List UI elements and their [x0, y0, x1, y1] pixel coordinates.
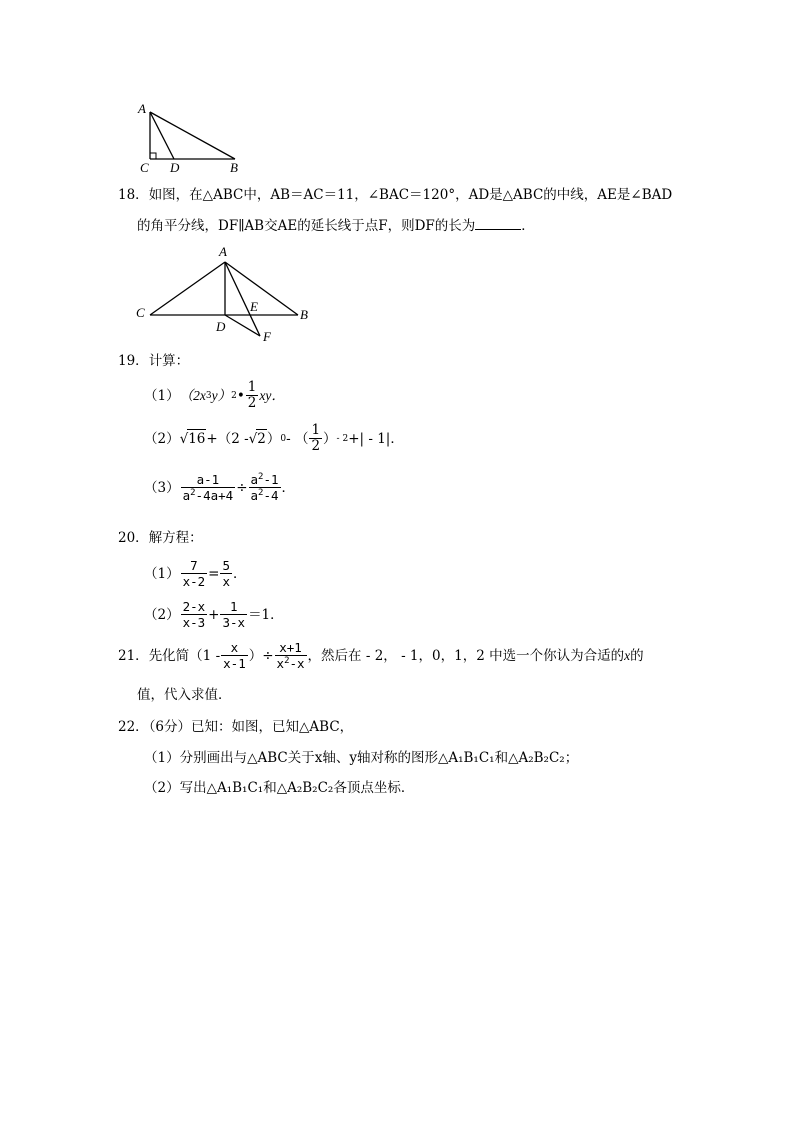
part-label: （2）: [144, 430, 180, 447]
question-number: 19．: [118, 353, 149, 369]
divide-sign: ÷: [236, 479, 248, 496]
segment-AB: [225, 262, 298, 315]
question-text: 值，代入求值．: [137, 687, 232, 703]
question-20-part2: [144, 599, 284, 630]
figure-18-triangle: [130, 240, 320, 345]
question-text: 的角平分线，DF∥AB交AE的延长线于点F，则DF的长为: [137, 218, 476, 234]
question-21-line2: [137, 686, 232, 704]
close-paren: ）: [266, 430, 281, 447]
fraction: $\frac{2-x}{x-3}$: [182, 599, 206, 630]
question-number: 22．: [118, 719, 149, 735]
variable: x: [624, 647, 631, 663]
part-label: （3）: [144, 479, 180, 496]
question-number: 21．: [118, 647, 149, 664]
expr: y）: [211, 387, 232, 403]
label-C: C: [136, 305, 145, 320]
question-22-part1: [144, 749, 578, 767]
answer-blank[interactable]: [475, 217, 521, 230]
question-18-line1: [118, 186, 672, 204]
part-label: （1）: [144, 387, 180, 404]
question-text: （1）分别画出与△ABC关于x轴、y轴对称的图形△A₁B₁C₁和△A₂B₂C₂；: [144, 750, 579, 766]
question-22-line1: [118, 718, 353, 736]
expr: - （: [286, 430, 309, 447]
dot: •: [236, 387, 245, 404]
part-label: （1）: [144, 565, 180, 582]
label-A: A: [219, 244, 227, 259]
fraction: $\frac{7}{x-2}$: [182, 558, 206, 589]
fraction: $\frac{a-1}{a^2-4a+4}$: [182, 472, 234, 503]
fraction: $\frac{x}{x-1}$: [223, 640, 246, 671]
question-text: 解方程：: [148, 530, 203, 546]
fraction: $\frac{a^2-1}{a^2-4}$: [250, 471, 279, 503]
question-number: 18．: [118, 187, 149, 203]
segment-AB: [150, 112, 235, 159]
question-19-part1: （1） （2x 3 y） 2 • $\frac{1}{2}$ xy．: [144, 379, 285, 411]
radicand: 16: [188, 431, 206, 447]
expr: ＝1．: [248, 606, 284, 623]
question-19-title: [118, 352, 189, 370]
label-F: F: [263, 329, 271, 344]
question-20-title: [118, 529, 203, 547]
fraction: $\frac{1}{2}$: [247, 379, 257, 411]
label-D: D: [216, 319, 226, 334]
fraction: $\frac{5}{x}$: [222, 558, 231, 589]
question-text: ，然后在 - 2， - 1，0，1，2 中选一个你认为合适的: [307, 647, 625, 664]
question-text: 计算：: [148, 353, 190, 369]
expr: ）: [323, 430, 337, 447]
question-text: （6分）已知：如图，已知△ABC，: [148, 719, 354, 735]
question-19-part2: （2） √ 16 +（2 - √ 2 ） 0 - （ $\frac{1}{2}$ ） - 2 +| - 1|．: [144, 422, 404, 454]
question-text: 先化简（1 -: [148, 647, 221, 664]
period: ．: [281, 479, 296, 496]
right-angle-mark: [150, 153, 156, 159]
part-label: （2）: [144, 606, 180, 623]
question-22-part2: [144, 779, 414, 797]
fraction: $\frac{1}{3-x}$: [222, 599, 246, 630]
fraction: $\frac{x+1}{x^2-x}$: [276, 640, 305, 671]
plus: +: [208, 606, 220, 623]
question-number: 20．: [118, 530, 149, 546]
question-text: （2）写出△A₁B₁C₁和△A₂B₂C₂各顶点坐标．: [144, 780, 415, 796]
period: ．: [233, 565, 247, 582]
figure-17-triangle: [130, 100, 250, 180]
label-E: E: [250, 299, 258, 314]
expr: +| - 1|．: [348, 430, 404, 447]
fraction: $\frac{1}{2}$: [311, 422, 321, 454]
expr: ）÷: [248, 647, 274, 664]
expr: xy．: [259, 387, 285, 403]
label-D: D: [170, 160, 180, 175]
segment-AC: [150, 262, 225, 315]
radicand: 2: [257, 431, 266, 447]
label-A: A: [138, 101, 146, 116]
period: ．: [521, 218, 535, 234]
expr: +（2 -: [206, 430, 249, 447]
label-B: B: [230, 160, 238, 175]
expr: （2x: [179, 387, 206, 403]
question-21-line1: [118, 640, 644, 671]
label-C: C: [140, 160, 149, 175]
question-19-part3: [144, 472, 295, 503]
question-text: 的: [630, 647, 644, 664]
sqrt-sign: √: [179, 430, 189, 447]
label-B: B: [300, 307, 308, 322]
equals: =: [208, 565, 220, 582]
question-18-line2: [137, 217, 535, 235]
question-text: 如图，在△ABC中，AB＝AC＝11，∠BAC＝120°，AD是△ABC的中线，AE是∠BAD: [148, 187, 673, 203]
question-20-part1: [144, 558, 247, 589]
sqrt-sign: √: [248, 430, 258, 447]
